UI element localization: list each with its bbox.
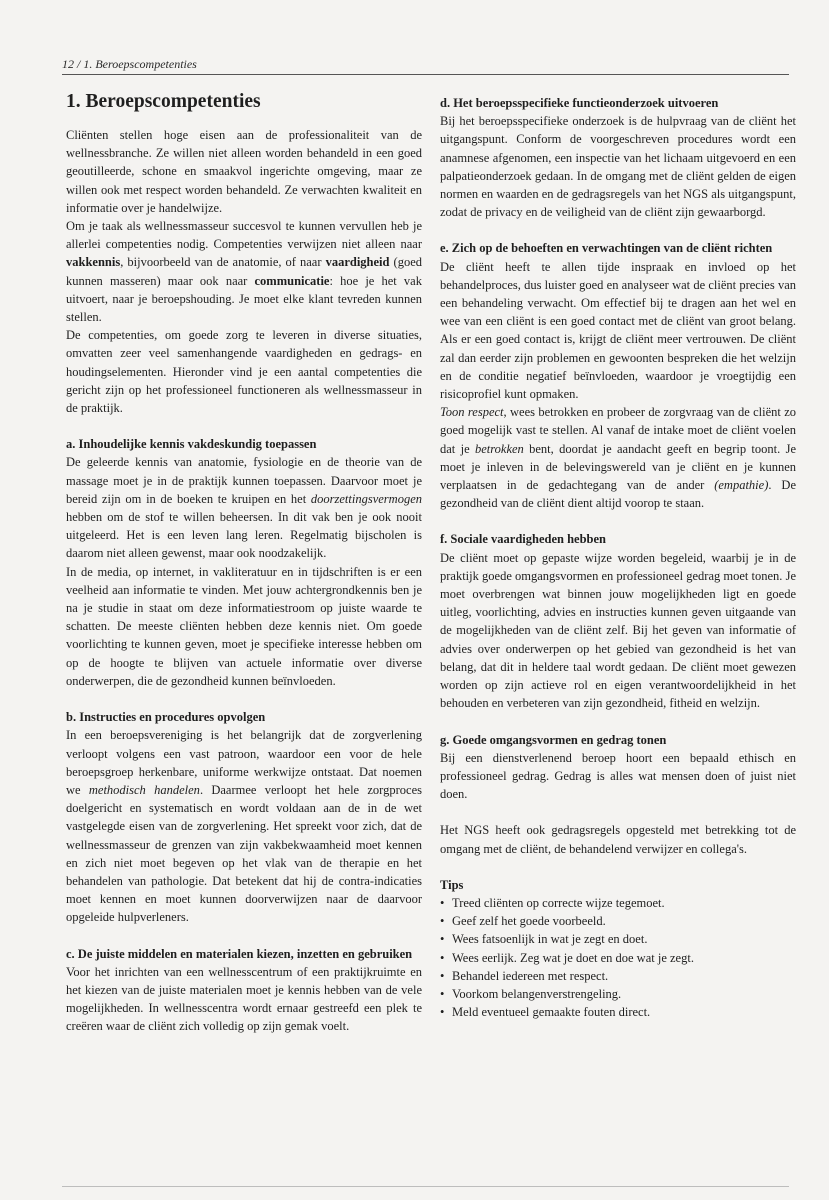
section-c-title: c. De juiste middelen en materialen kiezen, inzetten en gebruiken [66,946,413,961]
right-column [440,90,796,1021]
tips-list [440,894,796,1021]
section-g-title: g. Goede omgangsvormen en gedrag tonen [440,732,667,747]
section-f-title: f. Sociale vaardigheden hebben [440,532,606,547]
tips-item: • Geef zelf het goede voorbeeld. [440,912,796,930]
intro-paragraph-1: Cliënten stellen hoge eisen aan de professionaliteit van de wellnessbranche. Ze willen niet alleen worden behandeld in een goed geoutilleerde, schone en smaakvol ingerichte omgeving, maar ze willen ook met respect worden behandeld. Ze verwachten kwaliteit en informatie over je handelwijze. [66,128,422,215]
tips-item: • Voorkom belangenverstrengeling. [440,985,796,1003]
left-column [66,90,422,1036]
tips-item: • Wees fatsoenlijk in wat je zegt en doet. [440,930,796,948]
chapter-title: 1. Beroepscompetenties [66,91,261,112]
section-a-paragraph-2: In de media, op internet, in vakliteratuur en in tijdschriften is er een veelheid aan informatie te vinden. Met jouw achtergrondkennis ben je na je studie in staat om deze informatiestroom op juiste waarde te schatten. De meeste cliënten hebben deze kennis niet. Om goede voorlichting te kunnen geven, moet je specifieke interesse hebben om op de hoogte te blijven van actuele informatie over diverse onderwerpen, die de gezondheid kunnen beïnvloeden. [66,564,422,688]
section-b-title: b. Instructies en procedures opvolgen [66,710,266,725]
section-a-title: a. Inhoudelijke kennis vakdeskundig toepassen [66,437,317,452]
header-rule [62,74,789,75]
tips-item: • Meld eventueel gemaakte fouten direct. [440,1003,796,1021]
section-g-paragraph-2: Het NGS heeft ook gedragsregels opgesteld met betrekking tot de omgang met de cliënt, de behandelend verwijzer en collega's. [440,823,796,856]
section-c-paragraph-1: Voor het inrichten van een wellnesscentrum of een praktijkruimte en het kiezen van de juiste materialen moet je kennis hebben van de vele mogelijkheden. In wellnesscentra wordt ernaar gestreefd een plek te creëren waar de cliënt zich volledig op zijn gemak voelt. [66,964,422,1034]
section-a-paragraph-1: De geleerde kennis van anatomie, fysiologie en de theorie van de massage moet je in de praktijk kunnen toepassen. Daarvoor moet je bereid zijn om in de boeken te kruipen en het doorzettingsvermogen hebben om de stof te willen beheersen. In dit vak ben je ook nooit uitgeleerd. Het is een leven lang leren. Regelmatig bijscholen is daarom niet alleen gewenst, maar ook noodzakelijk. [66,455,422,561]
section-f-paragraph-1: De cliënt moet op gepaste wijze worden begeleid, waarbij je in de praktijk goede omgangsvormen en professioneel gedrag moet tonen. Je moet overbrengen wat binnen jouw mogelijkheden ligt en goede uitleg, voorlichting, advies en instructies kunnen geven uitgaande van de mogelijkheden van de cliënt zelf. Bij het geven van informatie of advies over onderwerpen op het gebied van gezondheid is het van belang, dat dit in heldere taal wordt gedaan. De cliënt moet gewezen worden op zijn actieve rol en eigen verantwoordelijkheid in het behouden en verbeteren van zijn gezondheid, fitheid en welzijn. [440,550,796,711]
section-d-title: d. Het beroepsspecifieke functieonderzoek uitvoeren [440,96,719,110]
running-head: 12 / 1. Beroepscompetenties [62,57,197,71]
section-e-paragraph-2: Toon respect, wees betrokken en probeer de zorgvraag van de cliënt zo goed mogelijk vast te stellen. Al vanaf de intake moet de cliënt voelen dat je betrokken bent, doordat je aandacht geeft en begrip toont. Je moet je inleven in de belevingswereld van je cliënt en je kunnen verplaatsen in de gedachtegang van de ander (empathie). De gezondheid van de cliënt dient altijd voorop te staan. [440,405,797,511]
footer-rule [62,1186,789,1187]
section-e-title: e. Zich op de behoeften en verwachtingen van de cliënt richten [440,241,773,256]
section-e-paragraph-1: De cliënt heeft te allen tijde inspraak en invloed op het behandelproces, dus luister goed en analyseer wat de cliënt precies van een behandeling verwacht. Om effectief bij te dragen aan het wel en wee van een cliënt is een goed contact met de cliënt van groot belang. Als er een goed contact is, krijgt de cliënt meer vertrouwen. De cliënt zal dan eerder zijn problemen en gewoonten bespreken die het welzijn en de conditie negatief beïnvloeden, waardoor je vroegtijdig een risicoprofiel kunt opmaken. [440,259,796,402]
section-b-paragraph-1: In een beroepsvereniging is het belangrijk dat de zorgverlening verloopt volgens een vast patroon, waardoor een voor de hele beroepsgroep herkenbare, uniforme werkwijze ontstaat. Dat noemen we methodisch handelen. Daarmee verloopt het hele zorgproces doelgericht en systematisch en wordt voldaan aan de in de wet vastgelegde eisen van de zorgverlening. Het spreekt voor zich, dat de wellnessmasseur de grenzen van zijn vakbekwaamheid moet kennen en zich niet moet begeven op het vlak van de therapie en het behandelen van pathologie. Dat betekent dat hij de contra-indicaties moet kennen en moet kunnen doorverwijzen naar de daarvoor opgeleide hulpverleners. [66,728,422,925]
tips-item: • Wees eerlijk. Zeg wat je doet en doe wat je zegt. [440,949,796,967]
tips-item: • Treed cliënten op correcte wijze tegemoet. [440,894,796,912]
intro-paragraph-3: De competenties, om goede zorg te leveren in diverse situaties, omvatten zeer veel samenhangende vaardigheden en gedrags- en houdingselementen. Hieronder vind je een aantal competenties die gericht zijn op het professioneel functioneren als wellnessmasseur in de praktijk. [66,328,422,416]
tips-title: Tips [440,877,464,892]
tips-item: • Behandel iedereen met respect. [440,967,796,985]
section-d-paragraph-1: Bij het beroepsspecifieke onderzoek is de hulpvraag van de cliënt het uitgangspunt. Conform de voorgeschreven procedures wordt een anamnese afgenomen, een inspectie van het lichaam uitgevoerd en een palpatieonderzoek gedaan. In de omgang met de cliënt gelden de eigen normen en waarden en de gedragsregels van het NGS als uitgangspunt, zodat de privacy en de veiligheid van de cliënt zijn gewaarborgd. [440,114,796,220]
intro-paragraph-2: Om je taak als wellnessmasseur succesvol te kunnen vervullen heb je allerlei competenties nodig. Competenties verwijzen niet alleen naar vakkennis, bijvoorbeeld van de anatomie, of naar vaardigheid (goed kunnen masseren) maar ook naar communicatie: hoe je het vak uitvoert, naar je beroepshouding. Je moet elke klant tevreden kunnen stellen. [66,219,422,325]
section-g-paragraph-1: Bij een dienstverlenend beroep hoort een bepaald ethisch en professioneel gedrag. Gedrag is alles wat mensen doen of juist niet doen. [440,750,796,802]
